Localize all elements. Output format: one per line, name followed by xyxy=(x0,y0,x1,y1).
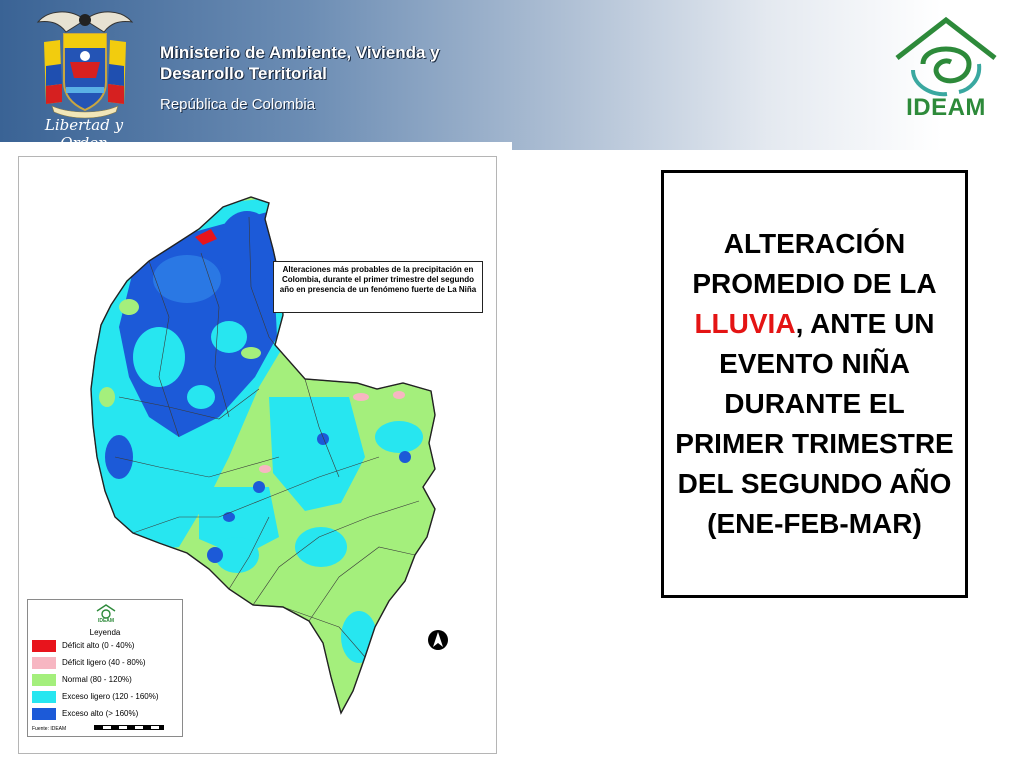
header-banner xyxy=(0,0,1024,150)
legend-title: Leyenda xyxy=(89,628,121,637)
ideam-wordmark: IDEAM xyxy=(906,94,986,121)
legend-item-normal xyxy=(32,674,180,686)
slide-title-box xyxy=(661,170,968,598)
republic-name: República de Colombia xyxy=(160,96,316,113)
legend-label: Déficit ligero (40 - 80%) xyxy=(62,658,146,667)
scale-bar xyxy=(94,725,164,730)
legend-item-exceso-ligero xyxy=(32,691,180,703)
slide-title xyxy=(670,224,960,544)
title-part-2: , ANTE UN EVENTO NIÑA DURANTE EL PRIMER TRIMESTRE DEL SEGUNDO AÑO (ENE-FEB-MAR) xyxy=(675,308,954,539)
ministry-line-2: Desarrollo Territorial xyxy=(160,64,327,83)
ministry-line-1: Ministerio de Ambiente, Vivienda y xyxy=(160,43,440,62)
legend-item-deficit-alto xyxy=(32,640,180,652)
legend-label: Normal (80 - 120%) xyxy=(62,675,132,684)
title-part-1: ALTERACIÓN PROMEDIO DE LA xyxy=(692,228,937,299)
legend-label: Déficit alto (0 - 40%) xyxy=(62,641,135,650)
legend-swatch xyxy=(32,708,56,720)
title-highlight: LLUVIA xyxy=(694,308,796,339)
legend-source: Fuente: IDEAM xyxy=(32,726,67,732)
map-legend xyxy=(27,599,183,737)
legend-item-exceso-alto xyxy=(32,708,180,720)
north-arrow-icon xyxy=(427,629,449,651)
legend-swatch xyxy=(32,640,56,652)
legend-swatch xyxy=(32,657,56,669)
map-caption: Alteraciones más probables de la precipitación en Colombia, durante el primer trimestre del segundo año en presencia de un fenómeno fuerte de La Niña xyxy=(273,261,483,313)
legend-logo-text: IDEAM xyxy=(97,618,115,624)
legend-swatch xyxy=(32,691,56,703)
legend-swatch xyxy=(32,674,56,686)
legend-label: Exceso alto (> 160%) xyxy=(62,709,139,718)
precipitation-map xyxy=(18,156,497,754)
motto-text: Libertad y Orden xyxy=(44,116,124,152)
legend-label: Exceso ligero (120 - 160%) xyxy=(62,692,159,701)
legend-item-deficit-ligero xyxy=(32,657,180,669)
ministry-name xyxy=(160,42,500,84)
